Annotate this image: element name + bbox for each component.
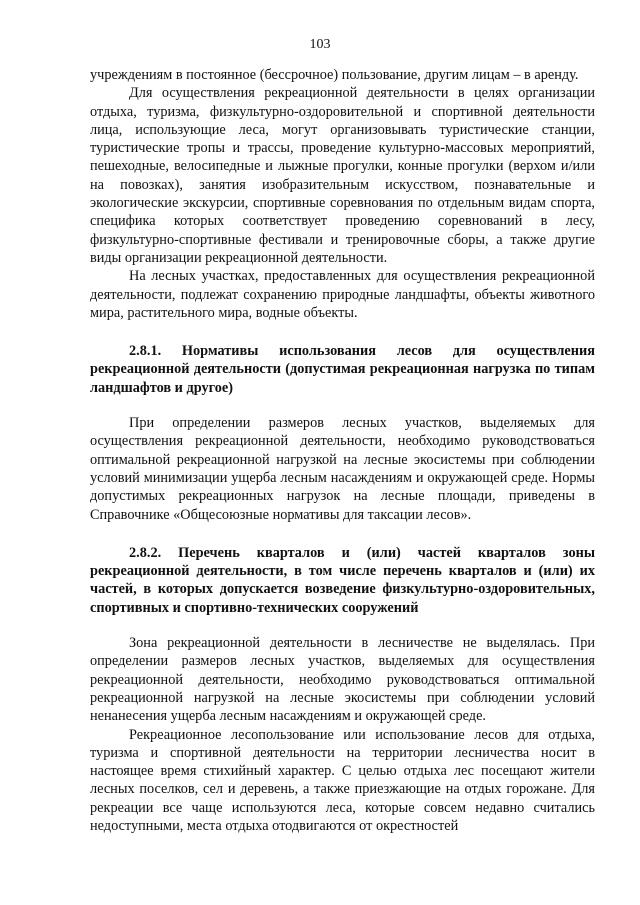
paragraph-2-8-2-usage: Рекреационное лесопользование или использование лесов для отдыха, туризма и спортивной деятельности на территории лесничества носит в настоящее время стихийный характер. С целью отдыха лес посещают жители лесных поселков, сел и деревень, а также приезжающие на отдых горожане. Для рекреации все чаще используются леса, которые совсем недавно считались недоступными, места отдыха отодвигаются от окрестностей [90,726,595,834]
page-content [90,66,595,835]
paragraph-preservation: На лесных участках, предоставленных для осуществления рекреационной деятельности, подлежат сохранению природные ландшафты, объекты животного мира, растительного мира, водные объекты. [90,268,595,321]
paragraph-continuation: учреждениям в постоянное (бессрочное) пользование, другим лицам – в аренду. [90,67,579,83]
section-heading-2-8-2: 2.8.2. Перечень кварталов и (или) частей кварталов зоны рекреационной деятельности, в том числе перечень кварталов и (или) их частей, в которых допускается возведение физкультурно-оздоровительных, спортивных и спортивно-технических сооружений [90,544,595,616]
page-number: 103 [309,37,331,52]
section-heading-2-8-1: 2.8.1. Нормативы использования лесов для осуществления рекреационной деятельности (допустимая рекреационная нагрузка по типам ландшафтов и другое) [90,343,595,396]
paragraph-2-8-1: При определении размеров лесных участков, выделяемых для осуществления рекреационной деятельности, необходимо руководствоваться оптимальной рекреационной нагрузкой на лесные экосистемы при соблюдении условий минимизации ущерба лесным насаждениям и окружающей среде. Нормы допустимых рекреационных нагрузок на лесные площади, приведены в Справочнике «Общесоюзные нормативы для таксации лесов». [90,415,595,523]
paragraph-2-8-2-zone: Зона рекреационной деятельности в лесничестве не выделялась. При определении размеров лесных участков, выделяемых для осуществления рекреационной деятельности, необходимо руководствоваться оптимальной рекреационной нагрузкой на лесные экосистемы при соблюдении условий ненанесения ущерба лесным насаждениям и окружающей среде. [90,635,595,725]
paragraph-recreation-activities: Для осуществления рекреационной деятельности в целях организации отдыха, туризма, физкультурно-оздоровительной и спортивной деятельности лица, использующие леса, могут организовывать туристические станции, туристические тропы и трассы, проведение культурно-массовых мероприятий, пешеходные, велосипедные и лыжные прогулки, конные прогулки (верхом и/или на повозках), занятия изобразительным искусством, познавательные и экологические экскурсии, спортивные соревнования по отдельным видам спорта, специфика которых соответствует проведению соревнований в лесу, физкультурно-спортивные фестивали и тренировочные сборы, а также другие виды организации рекреационной деятельности. [90,85,595,266]
